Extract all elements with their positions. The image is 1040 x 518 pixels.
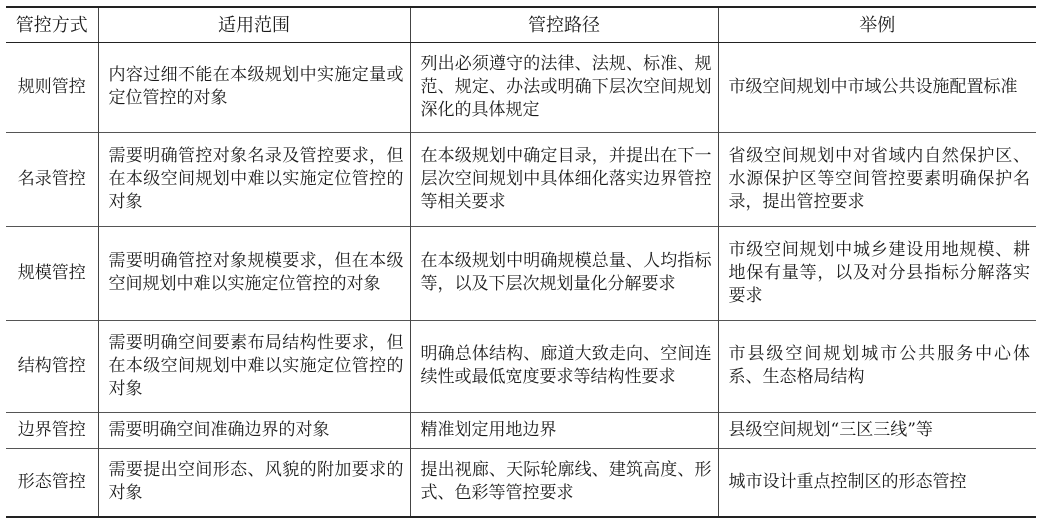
- cell-path: 在本级规划中确定目录，并提出在下一层次空间规划中具体细化落实边界管控等相关要求: [410, 133, 718, 227]
- cell-example: 市级空间规划中城乡建设用地规模、耕地保有量等，以及对分县指标分解落实要求: [718, 227, 1036, 321]
- control-methods-table: [6, 6, 1036, 518]
- cell-method: 规模管控: [6, 227, 98, 321]
- table-row: [6, 449, 1036, 518]
- cell-example: 省级空间规划中对省域内自然保护区、水源保护区等空间管控要素明确保护名录，提出管控要求: [718, 133, 1036, 227]
- cell-scope: 需要提出空间形态、风貌的附加要求的对象: [98, 449, 410, 518]
- cell-scope: 需要明确空间要素布局结构性要求，但在本级空间规划中难以实施定位管控的对象: [98, 321, 410, 413]
- table-row: [6, 413, 1036, 449]
- table-row: [6, 321, 1036, 413]
- cell-scope: 需要明确管控对象规模要求，但在本级空间规划中难以实施定位管控的对象: [98, 227, 410, 321]
- header-method: 管控方式: [6, 7, 98, 43]
- cell-method: 边界管控: [6, 413, 98, 449]
- header-path: 管控路径: [410, 7, 718, 43]
- header-scope: 适用范围: [98, 7, 410, 43]
- cell-path: 列出必须遵守的法律、法规、标准、规范、规定、办法或明确下层次空间规划深化的具体规定: [410, 43, 718, 133]
- cell-scope: 需要明确管控对象名录及管控要求，但在本级空间规划中难以实施定位管控的对象: [98, 133, 410, 227]
- cell-path: 提出视廊、天际轮廓线、建筑高度、形式、色彩等管控要求: [410, 449, 718, 518]
- table-row: [6, 43, 1036, 133]
- cell-path: 在本级规划中明确规模总量、人均指标等，以及下层次规划量化分解要求: [410, 227, 718, 321]
- table-body: [6, 43, 1036, 518]
- cell-example: 市级空间规划中市域公共设施配置标准: [718, 43, 1036, 133]
- cell-scope: 内容过细不能在本级规划中实施定量或定位管控的对象: [98, 43, 410, 133]
- cell-method: 名录管控: [6, 133, 98, 227]
- table-header: [6, 7, 1036, 43]
- cell-method: 形态管控: [6, 449, 98, 518]
- table-row: [6, 227, 1036, 321]
- cell-method: 规则管控: [17, 77, 86, 97]
- table-row: [6, 133, 1036, 227]
- cell-example: 市县级空间规划城市公共服务中心体系、生态格局结构: [718, 321, 1036, 413]
- cell-example: 县级空间规划“三区三线”等: [718, 413, 1036, 449]
- cell-scope: 需要明确空间准确边界的对象: [98, 413, 410, 449]
- cell-example: 城市设计重点控制区的形态管控: [718, 449, 1036, 518]
- header-row: [6, 7, 1036, 43]
- header-example: 举例: [718, 7, 1036, 43]
- cell-path: 精准划定用地边界: [410, 413, 718, 449]
- cell-method: 结构管控: [6, 321, 98, 413]
- cell-path: 明确总体结构、廊道大致走向、空间连续性或最低宽度要求等结构性要求: [410, 321, 718, 413]
